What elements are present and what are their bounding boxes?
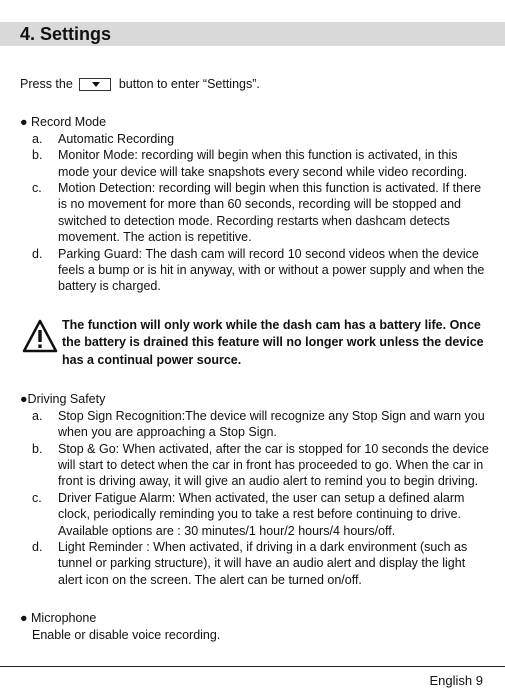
driving-safety-list bbox=[20, 408, 490, 588]
page-title: 4. Settings bbox=[20, 24, 112, 44]
document-body bbox=[20, 76, 490, 643]
list-item bbox=[20, 246, 490, 295]
spacer bbox=[20, 588, 490, 610]
item-letter: b. bbox=[32, 148, 43, 163]
item-text: Motion Detection: recording will begin when this function is activated. If there is no movement for more than 60 seconds, recording will be stopped and switched to detection mode. Recording restarts when dashcam detects movement. The action is repetitive. bbox=[58, 181, 482, 245]
item-text: Monitor Mode: recording will begin when this function is activated, in this mode your device will take snapshots every second while video recording. bbox=[58, 148, 468, 179]
item-letter: d. bbox=[32, 540, 43, 555]
microphone-text: Enable or disable voice recording. bbox=[32, 627, 221, 642]
footer-divider bbox=[0, 666, 505, 667]
item-letter: a. bbox=[32, 131, 43, 146]
intro-before: Press the bbox=[20, 77, 73, 91]
list-item bbox=[20, 441, 490, 490]
list-item bbox=[20, 490, 490, 539]
warning-text: The function will only work while the dash cam has a battery life. Once the battery is drained this feature will no longer work unless the device has a continual power source. bbox=[62, 317, 484, 367]
item-text: Automatic Recording bbox=[58, 131, 175, 146]
record-mode-title: ● Record Mode bbox=[20, 115, 107, 130]
driving-safety-title: ●Driving Safety bbox=[20, 392, 106, 407]
down-button-icon bbox=[79, 78, 111, 91]
warning-note bbox=[22, 317, 490, 370]
list-item bbox=[20, 131, 490, 147]
intro-after: button to enter “Settings”. bbox=[118, 77, 260, 91]
list-item bbox=[20, 180, 490, 246]
item-text: Stop Sign Recognition:The device will recognize any Stop Sign and warn you when you are approaching a Stop Sign. bbox=[58, 408, 485, 440]
microphone-title: ● Microphone bbox=[20, 611, 97, 626]
intro-line bbox=[20, 76, 490, 92]
list-item bbox=[20, 539, 490, 588]
item-letter: d. bbox=[32, 246, 43, 261]
item-letter: b. bbox=[32, 441, 43, 456]
record-mode-list bbox=[20, 131, 490, 295]
item-letter: c. bbox=[32, 490, 42, 505]
item-text: Parking Guard: The dash cam will record 10 second videos when the device feels a bump or is hit in anyway, with or without a power supply and when the battery is charged. bbox=[58, 246, 485, 294]
item-letter: c. bbox=[32, 181, 42, 196]
list-item bbox=[20, 408, 490, 441]
item-text: Stop & Go: When activated, after the car is stopped for 10 seconds the device will start to detect when the car in front has proceeded to go. When the car in front is driving away, it will give an audio alert to remind you to begin driving. bbox=[58, 441, 489, 489]
page-number: English 9 bbox=[429, 673, 483, 688]
item-text: Light Reminder : When activated, if driving in a dark environment (such as tunnel or parking structure), it will have an audio alert and display the light alert icon on the screen. The alert can be turned on/off. bbox=[58, 540, 468, 587]
item-text: Driver Fatigue Alarm: When activated, the user can setup a defined alarm clock, periodically reminding you to take a rest before continuing to drive. Available options are : 30 minutes/1 hour/2 hours/4 hours/off. bbox=[58, 490, 465, 538]
warning-icon bbox=[22, 319, 58, 353]
list-item bbox=[20, 147, 490, 180]
item-letter: a. bbox=[32, 408, 43, 423]
